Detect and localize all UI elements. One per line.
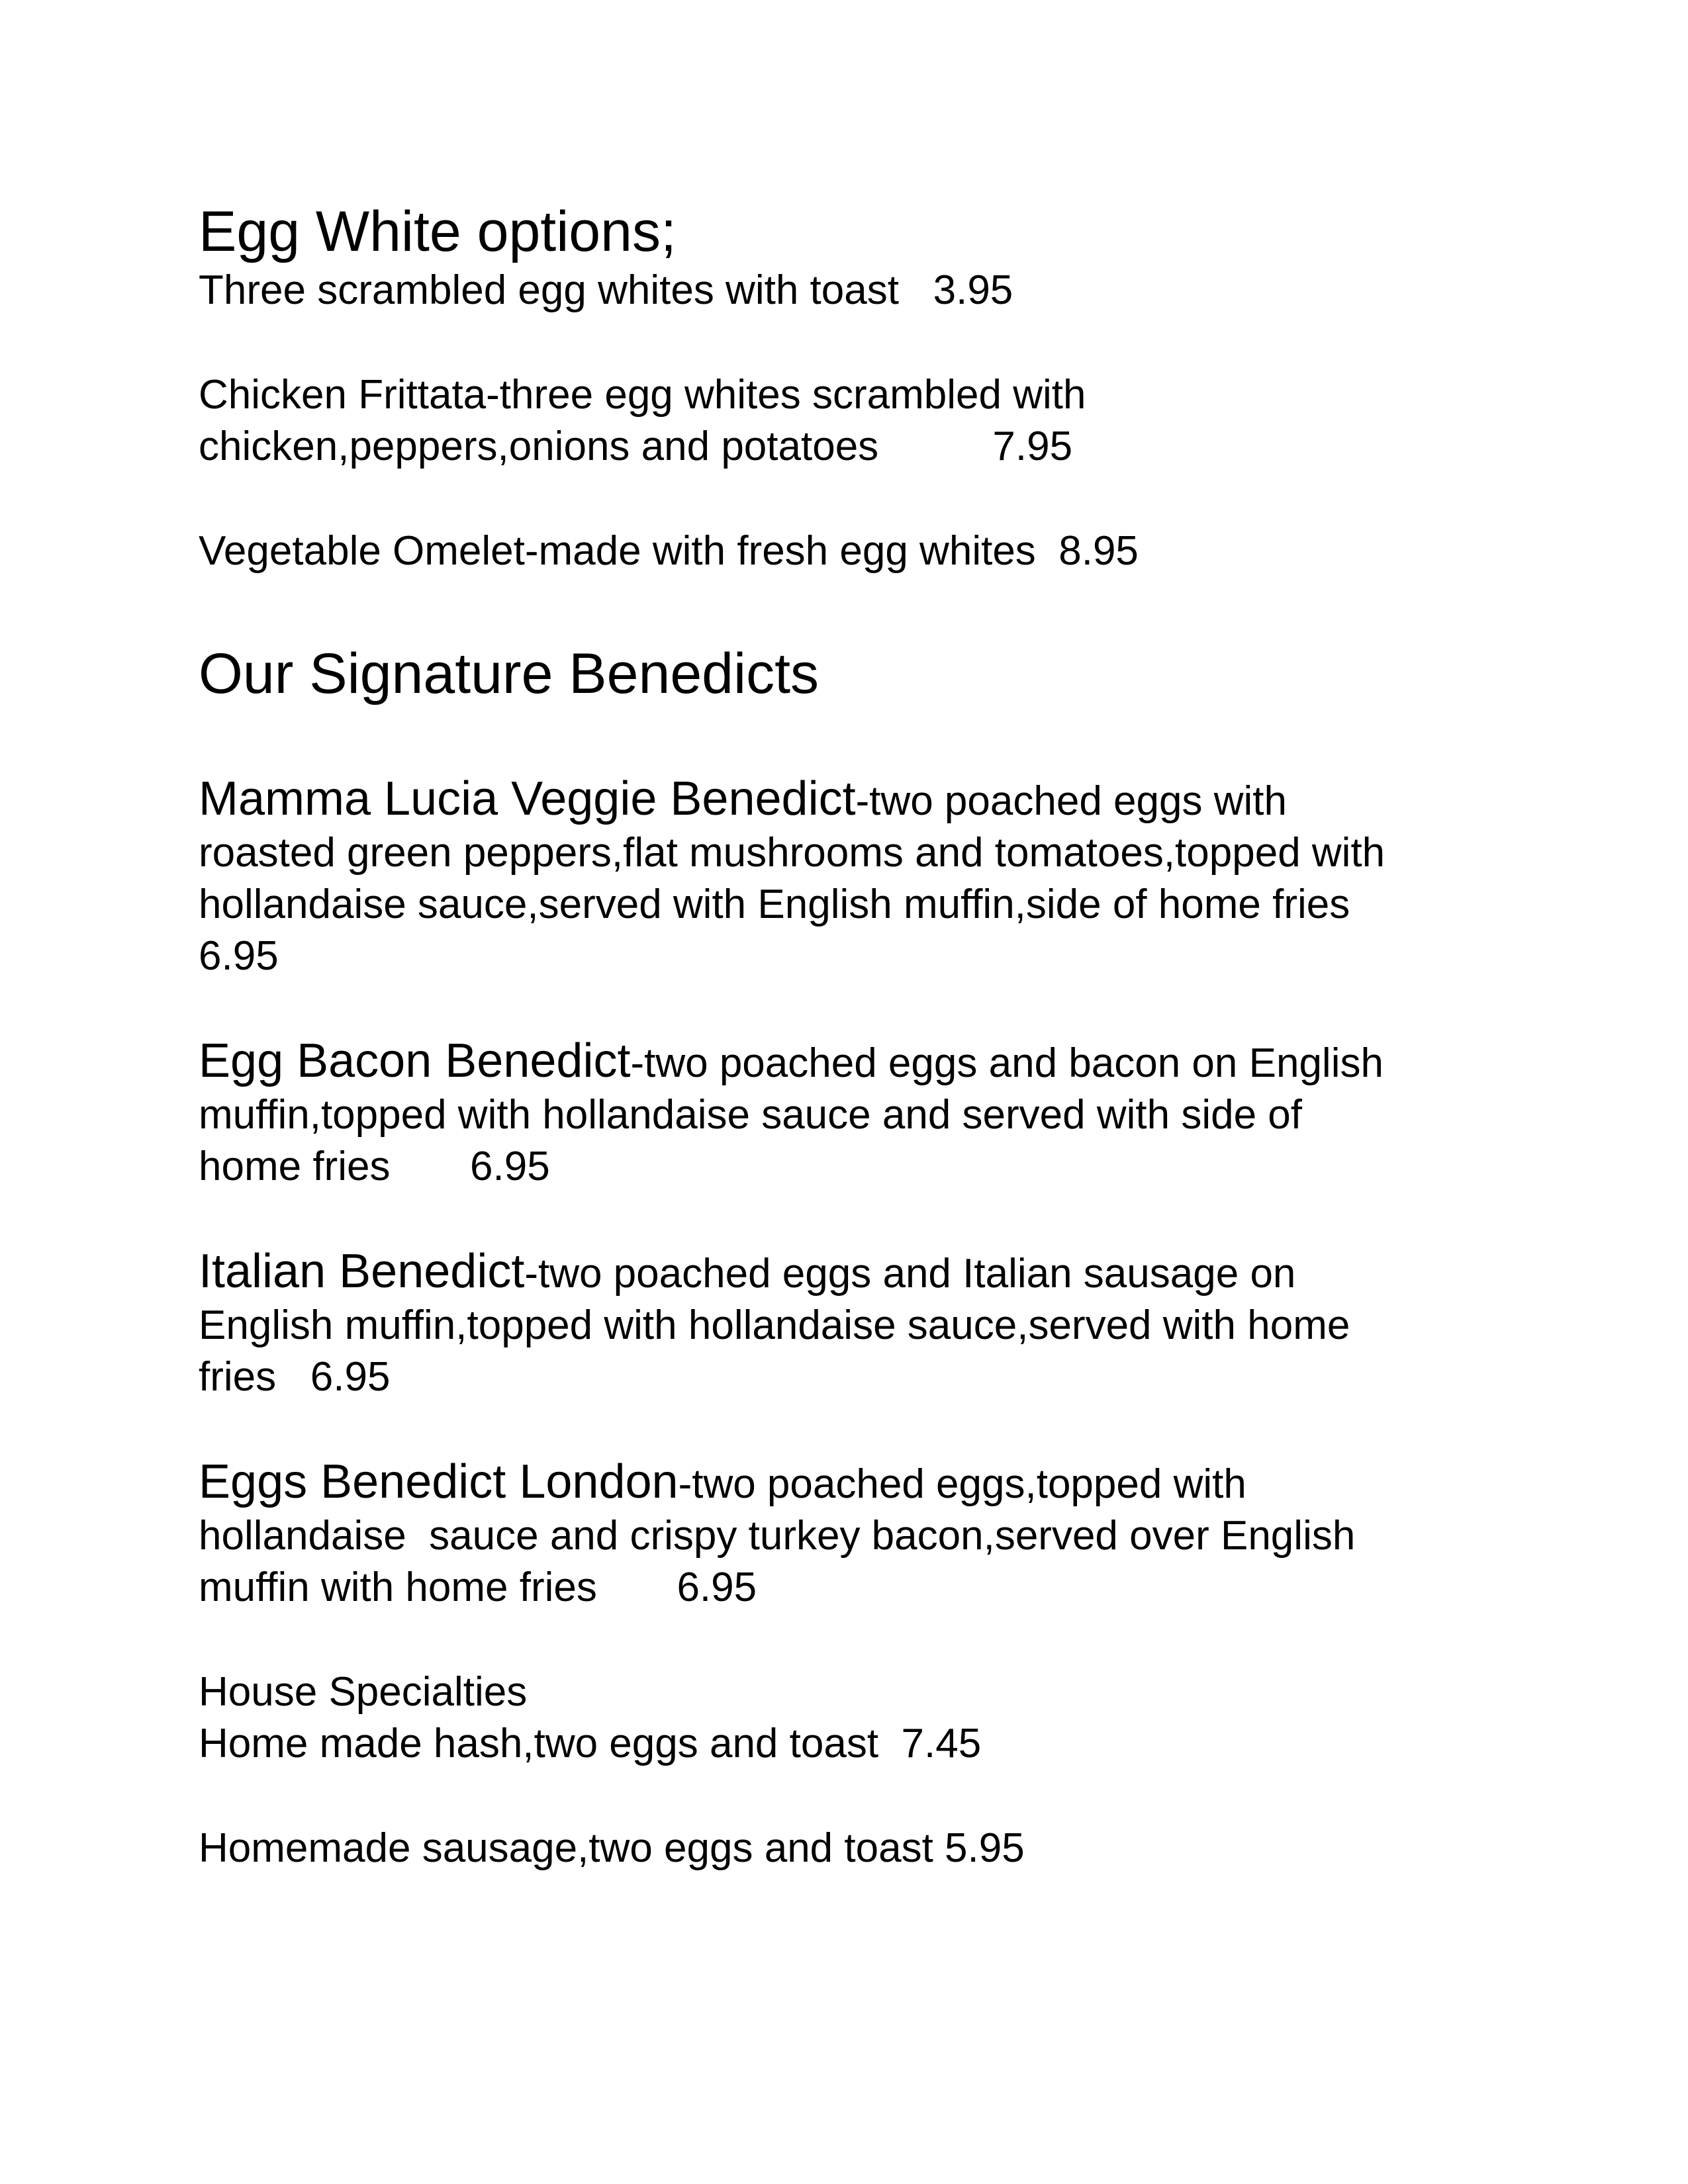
menu-item-name: Eggs Benedict London xyxy=(199,1455,679,1508)
menu-item-name: Egg Bacon Benedict xyxy=(199,1034,631,1087)
menu-item-vegetable-omelet: Vegetable Omelet-made with fresh egg whites 8.95 xyxy=(199,528,1139,574)
menu-item-egg-bacon-benedict xyxy=(199,1035,1523,1193)
menu-item-description: -two poached eggs and bacon on English muffin,topped with hollandaise sauce and served with side of home fries 6.95 xyxy=(199,1040,1383,1189)
menu-item-homemade-sausage: Homemade sausage,two eggs and toast 5.95 xyxy=(199,1825,1025,1871)
menu-item-home-made-hash: Home made hash,two eggs and toast 7.45 xyxy=(199,1721,982,1766)
menu-item-name: Mamma Lucia Veggie Benedict xyxy=(199,772,856,825)
menu-item-description: -two poached eggs,topped with hollandaise sauce and crispy turkey bacon,served over English muffin with home fries 6.95 xyxy=(199,1461,1356,1610)
menu-item-egg-white-scrambled: Three scrambled egg whites with toast 3.95 xyxy=(199,267,1013,313)
menu-item-description: -two poached eggs and Italian sausage on English muffin,topped with hollandaise sauce,served with home fries 6.95 xyxy=(199,1251,1350,1400)
menu-item-eggs-benedict-london xyxy=(199,1456,1523,1614)
house-specialties-heading: House Specialties xyxy=(199,1669,528,1715)
menu-item-name: Italian Benedict xyxy=(199,1245,525,1298)
menu-page xyxy=(199,199,1523,1874)
menu-item-mamma-lucia-benedict xyxy=(199,773,1523,982)
egg-white-heading: Egg White options; xyxy=(199,200,677,263)
menu-item-italian-benedict xyxy=(199,1246,1523,1403)
menu-item-chicken-frittata: Chicken Frittata-three egg whites scrambled with chicken,peppers,onions and potatoes 7.95 xyxy=(199,372,1086,469)
menu-item-description: -two poached eggs with roasted green peppers,flat mushrooms and tomatoes,topped with hollandaise sauce,served with English muffin,side of home fries 6.95 xyxy=(199,778,1385,979)
benedicts-heading: Our Signature Benedicts xyxy=(199,642,819,705)
